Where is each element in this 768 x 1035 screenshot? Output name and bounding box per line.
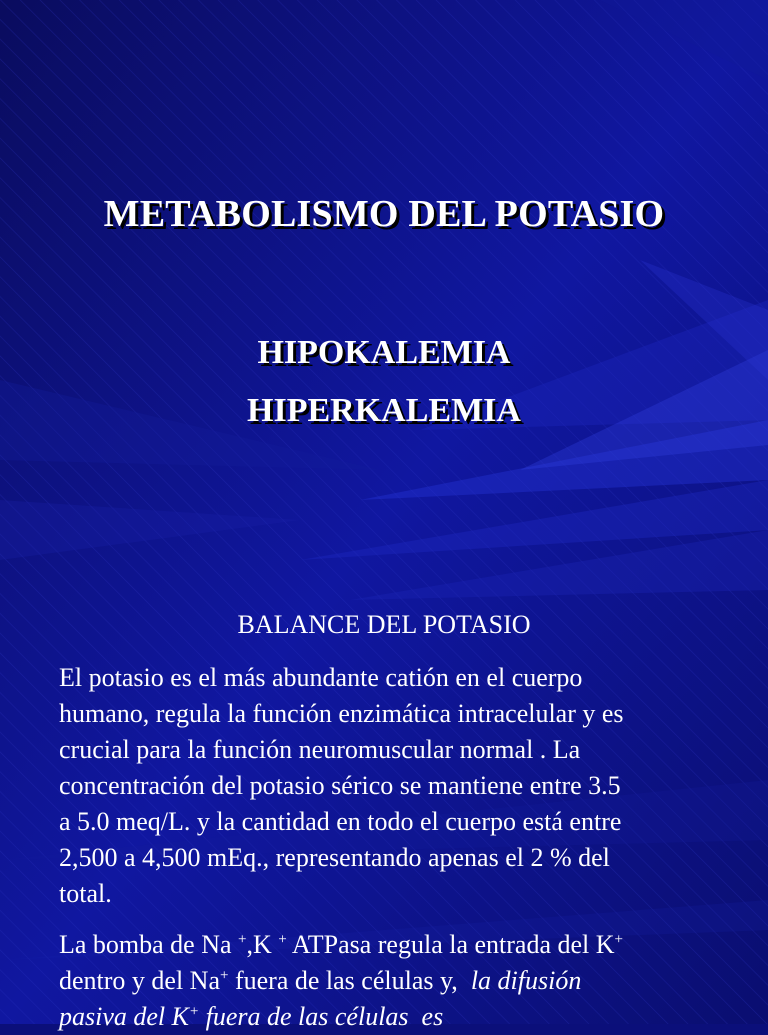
subtitle-hipokalemia: HIPOKALEMIA: [257, 334, 511, 371]
section-heading: BALANCE DEL POTASIO: [237, 610, 531, 639]
superscript: +: [614, 931, 624, 948]
superscript: +: [189, 1003, 200, 1020]
italic-text-run: fuera de las células es: [199, 1002, 444, 1031]
paragraph-balance: [59, 660, 724, 912]
text-run: fuera de las células y,: [228, 966, 471, 995]
slide-title: METABOLISMO DEL POTASIO: [103, 193, 665, 235]
paragraph-line: a 5.0 meq/L. y la cantidad en todo el cuerpo está entre: [59, 807, 622, 836]
paragraph-line: 2,500 a 4,500 mEq., representando apenas el 2 % del: [59, 843, 610, 872]
subtitle-hiperkalemia: HIPERKALEMIA: [247, 392, 521, 429]
superscript: +: [278, 931, 287, 948]
text-run: dentro y del Na: [59, 966, 221, 995]
paragraph-line: El potasio es el más abundante catión en el cuerpo: [59, 663, 583, 692]
paragraph-line: crucial para la función neuromuscular normal . La: [59, 735, 581, 764]
paragraph-line: [59, 927, 724, 963]
paragraph-bomba: [59, 927, 724, 1035]
text-run: La bomba de Na: [59, 930, 239, 959]
content-slide: [0, 580, 768, 1031]
text-run: ATPasa regula la entrada del K: [286, 930, 615, 959]
paragraph-line: total.: [59, 879, 112, 908]
paragraph-line: concentración del potasio sérico se mantiene entre 3.5: [59, 771, 621, 800]
paragraph-line: [59, 963, 724, 999]
superscript: +: [220, 967, 229, 984]
italic-text-run: la difusión: [470, 966, 582, 995]
italic-text-run: pasiva del K: [59, 1002, 189, 1031]
superscript: +: [238, 931, 247, 948]
paragraph-line: humano, regula la función enzimática intracelular y es: [59, 699, 624, 728]
text-run: ,K: [246, 930, 279, 959]
paragraph-line: [59, 999, 724, 1035]
